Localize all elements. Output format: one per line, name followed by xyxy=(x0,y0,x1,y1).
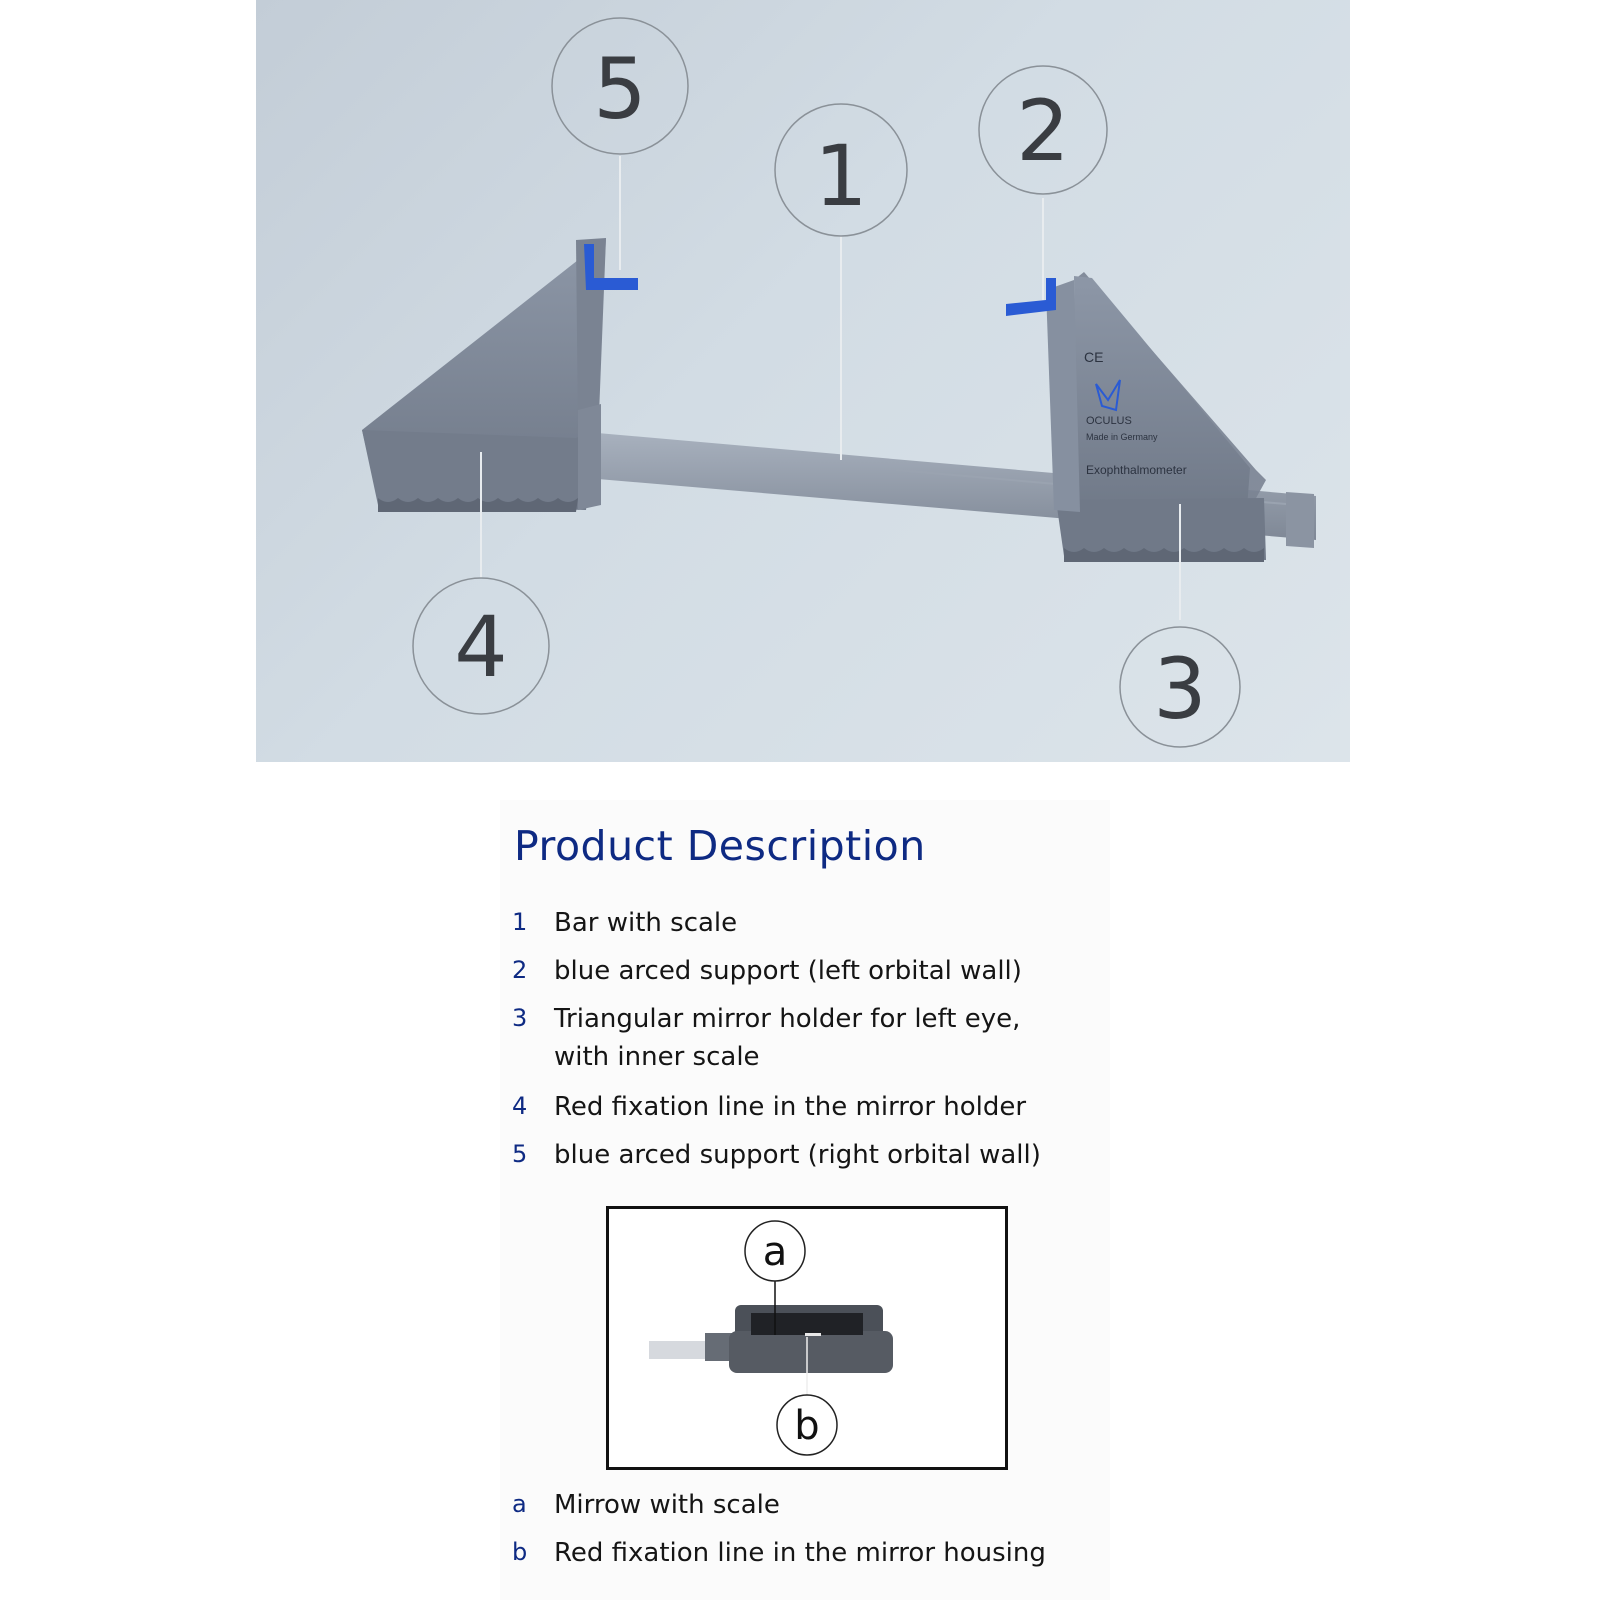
item-number: 1 xyxy=(512,908,528,936)
item-number: 4 xyxy=(512,1092,528,1120)
callout-2: 2 xyxy=(1016,82,1070,180)
item-letter: b xyxy=(512,1538,528,1566)
product-photo xyxy=(256,0,1350,762)
callout-b: b xyxy=(794,1403,820,1449)
brand-label: OCULUS xyxy=(1086,415,1132,427)
mirror-housing-illustration xyxy=(609,1209,1005,1467)
item-text: Red fixation line in the mirror housing xyxy=(554,1538,1046,1568)
product-description-section xyxy=(500,800,1110,1600)
item-text: blue arced support (right orbital wall) xyxy=(554,1140,1041,1170)
origin-label: Made in Germany xyxy=(1086,432,1158,442)
left-mirror-holder xyxy=(362,238,606,512)
callout-a: a xyxy=(762,1229,788,1275)
item-number: 5 xyxy=(512,1140,528,1168)
ce-mark: CE xyxy=(1084,349,1104,365)
item-letter: a xyxy=(512,1490,527,1518)
item-text: Red fixation line in the mirror holder xyxy=(554,1092,1027,1122)
callout-5: 5 xyxy=(593,40,647,138)
item-text: Triangular mirror holder for left eye, with inner scale xyxy=(554,1004,1021,1072)
blue-support-right-orbital xyxy=(584,244,638,290)
callout-4: 4 xyxy=(454,598,508,696)
item-number: 3 xyxy=(512,1004,528,1032)
item-text: blue arced support (left orbital wall) xyxy=(554,956,1022,986)
exophthalmometer-illustration xyxy=(256,0,1350,762)
item-number: 2 xyxy=(512,956,528,984)
item-text: Bar with scale xyxy=(554,908,738,938)
item-text: Mirrow with scale xyxy=(554,1490,780,1520)
callout-1: 1 xyxy=(814,127,868,225)
product-label: Exophthalmometer xyxy=(1086,463,1187,477)
page-title: Product Description xyxy=(514,822,926,870)
mirror-detail-figure xyxy=(606,1206,1008,1470)
callout-3: 3 xyxy=(1153,640,1207,738)
blue-support-left-orbital xyxy=(1006,278,1056,316)
